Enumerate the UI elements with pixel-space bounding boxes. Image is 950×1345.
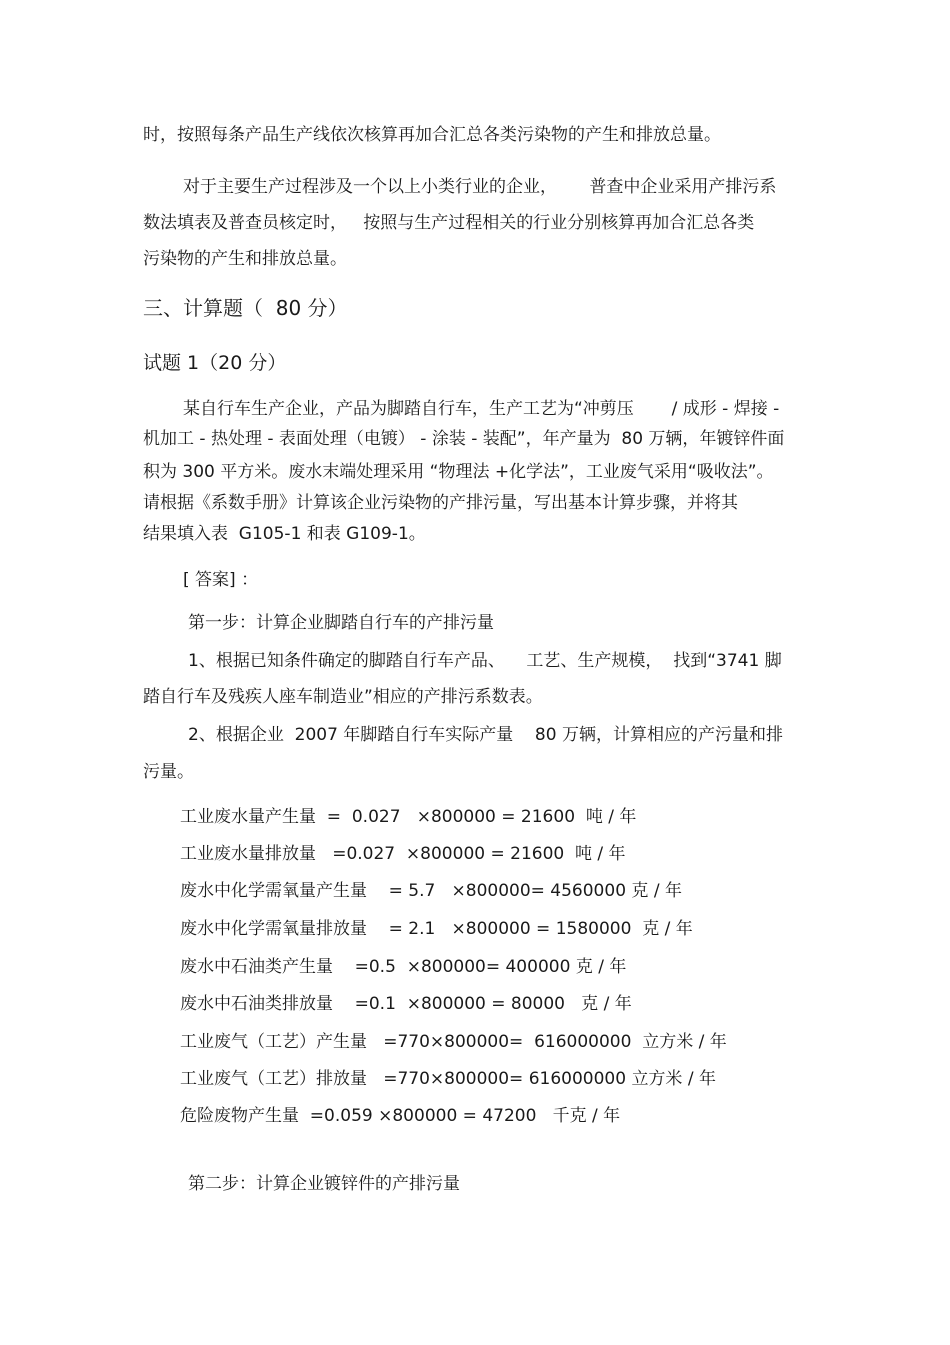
calculation-line: 废水中化学需氧量产生量 = 5.7 ×800000= 4560000 克 / 年	[180, 881, 682, 901]
step-title: 第一步：计算企业脚踏自行车的产排污量	[188, 613, 494, 633]
question-line: 积为 300 平方米。废水末端处理采用 “物理法 +化学法”，工业废气采用“吸收法”。	[143, 462, 774, 482]
question-line: 请根据《系数手册》计算该企业污染物的产排污量，写出基本计算步骤，并将其	[143, 493, 738, 513]
paragraph-line: 对于主要生产过程涉及一个以上小类行业的企业， 普查中企业采用产排污系	[183, 177, 777, 197]
question-heading: 试题 1（20 分）	[143, 352, 287, 374]
question-line: 机加工 - 热处理 - 表面处理（电镀） - 涂装 - 装配”，年产量为 80 万辆，年镀锌件面	[143, 429, 785, 449]
calculation-line: 废水中化学需氧量排放量 = 2.1 ×800000 = 1580000 克 / 年	[180, 919, 693, 939]
calculation-line: 工业废水量产生量 = 0.027 ×800000 = 21600 吨 / 年	[180, 807, 637, 827]
step-item-line: 污量。	[143, 762, 194, 782]
answer-label: [ 答案] ：	[183, 570, 259, 590]
question-line: 结果填入表 G105-1 和表 G109-1。	[143, 524, 426, 544]
paragraph-line: 数法填表及普查员核定时， 按照与生产过程相关的行业分别核算再加合汇总各类	[143, 213, 755, 233]
step-item-line: 踏自行车及残疾人座车制造业”相应的产排污系数表。	[143, 687, 543, 707]
step-title: 第二步：计算企业镀锌件的产排污量	[188, 1174, 460, 1194]
question-line: 某自行车生产企业，产品为脚踏自行车，生产工艺为“冲剪压 / 成形 - 焊接 -	[183, 399, 780, 419]
paragraph-line: 污染物的产生和排放总量。	[143, 249, 347, 269]
intro-line: 时，按照每条产品生产线依次核算再加合汇总各类污染物的产生和排放总量。	[143, 125, 721, 145]
calculation-line: 工业废气（工艺）产生量 =770×800000= 616000000 立方米 / 年	[180, 1032, 727, 1052]
section-heading: 三、计算题（ 80 分）	[143, 296, 348, 320]
step-item-line: 2、根据企业 2007 年脚踏自行车实际产量 80 万辆，计算相应的产污量和排	[188, 725, 783, 745]
calculation-line: 工业废水量排放量 =0.027 ×800000 = 21600 吨 / 年	[180, 844, 626, 864]
calculation-line: 废水中石油类排放量 =0.1 ×800000 = 80000 克 / 年	[180, 994, 632, 1014]
calculation-line: 废水中石油类产生量 =0.5 ×800000= 400000 克 / 年	[180, 957, 627, 977]
calculation-line: 危险废物产生量 =0.059 ×800000 = 47200 千克 / 年	[180, 1106, 621, 1126]
calculation-line: 工业废气（工艺）排放量 =770×800000= 616000000 立方米 / 年	[180, 1069, 716, 1089]
step-item-line: 1、根据已知条件确定的脚踏自行车产品、 工艺、生产规模， 找到“3741 脚	[188, 651, 782, 671]
